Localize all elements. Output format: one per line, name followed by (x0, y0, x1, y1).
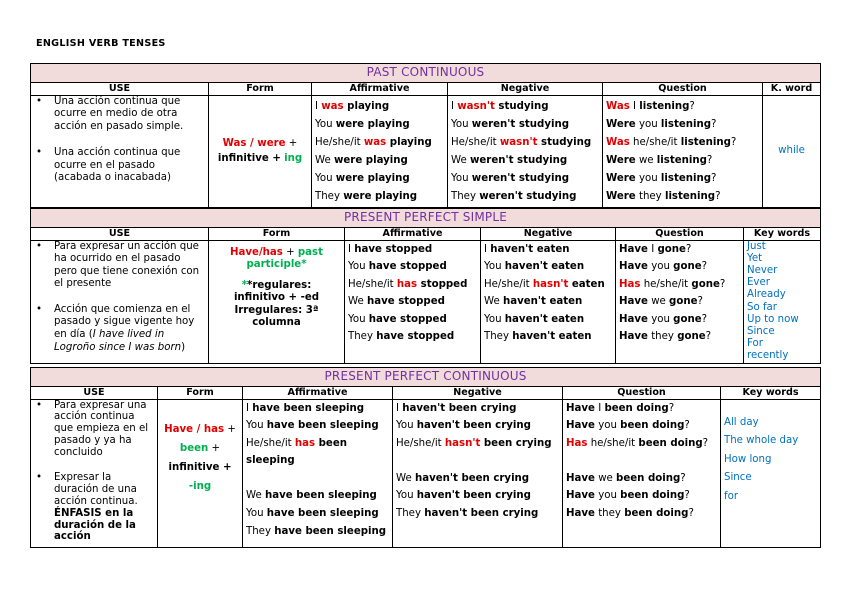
form-ing: ing (284, 153, 303, 165)
present-perfect-simple-table (30, 208, 821, 364)
auxiliary: haven't eaten (490, 243, 570, 255)
form-regulares: **regulares: (241, 279, 312, 291)
conjugation-line (246, 417, 389, 435)
question-line (566, 487, 717, 505)
subject: We (484, 296, 503, 308)
subject: They (396, 508, 425, 520)
form-ing: -ing (188, 480, 212, 492)
present-perfect-continuous-keywords (721, 399, 821, 547)
conjugation-line (396, 400, 559, 418)
conjugation-line (396, 417, 559, 435)
subject: we (647, 296, 670, 308)
auxiliary: Have (619, 296, 648, 308)
form-been: been (179, 442, 209, 454)
header-negative: Negative (481, 228, 616, 241)
conjugation-line (484, 311, 612, 329)
auxiliary: haven't been crying (416, 490, 531, 502)
use-item: • Una acción continua que ocurre en el pasado (acabada o inacabada) (34, 147, 205, 185)
verb: gone (673, 313, 702, 325)
question-line (619, 258, 740, 276)
past-continuous-title: PAST CONTINUOUS (31, 64, 821, 83)
conjugation-line (451, 98, 599, 116)
use-item: • Una acción continua que ocurre en medio de otra acción en pasado simple. (34, 96, 205, 134)
subject: We (246, 490, 265, 502)
question-mark: ? (685, 243, 692, 255)
conjugation-line (246, 470, 389, 488)
question-line (606, 170, 759, 188)
auxiliary: Was (606, 136, 630, 148)
question-mark: ? (668, 402, 675, 414)
form-plus: + (224, 423, 236, 435)
subject: We (348, 296, 367, 308)
auxiliary: Have (566, 420, 595, 432)
form-regular-rule: infinitivo + -ed (233, 292, 320, 304)
auxiliary: Has (619, 278, 641, 290)
auxiliary: was (321, 100, 344, 112)
subject: You (246, 508, 267, 520)
conjugation-line (396, 505, 559, 523)
present-perfect-simple-use (31, 240, 209, 363)
question-mark: ? (701, 313, 708, 325)
header-use: USE (31, 83, 209, 96)
subject: you (647, 313, 674, 325)
use-item (34, 304, 205, 354)
header-keywords: Key words (744, 228, 821, 241)
subject: I (396, 402, 403, 414)
keyword-item: Already (747, 289, 786, 301)
present-perfect-simple-question (616, 240, 744, 363)
auxiliary: Has (566, 437, 588, 449)
auxiliary: Were (606, 191, 636, 203)
auxiliary: have stopped (366, 296, 445, 308)
verb: gone (657, 243, 686, 255)
document-title: ENGLISH VERB TENSES (36, 38, 166, 49)
subject: I (594, 402, 605, 414)
auxiliary: has (396, 278, 418, 290)
form-past-participle: past participle* (246, 246, 323, 271)
form-plus: + (208, 442, 221, 454)
question-line (566, 417, 717, 435)
present-perfect-simple-form (209, 240, 345, 363)
verb: been doing (604, 402, 669, 414)
verb: studying (494, 100, 549, 112)
auxiliary: have been sleeping (264, 490, 377, 502)
header-use: USE (31, 228, 209, 241)
question-line (619, 276, 740, 294)
auxiliary: have been sleeping (274, 525, 387, 537)
question-line (619, 293, 740, 311)
conjugation-line (246, 523, 389, 541)
question-line (566, 435, 717, 453)
keyword-item: Since (724, 472, 752, 483)
use-text: Expresar la duración de una acción continua. (54, 472, 138, 508)
verb: been doing (616, 472, 681, 484)
question-line (606, 98, 759, 116)
subject: you (594, 420, 621, 432)
subject: I (647, 243, 658, 255)
question-mark: ? (688, 508, 694, 520)
verb: listening (656, 155, 707, 167)
question-line (606, 116, 759, 134)
conjugation-line (451, 152, 599, 170)
subject: He/she/it (315, 136, 364, 148)
auxiliary: wasn't (457, 100, 495, 112)
conjugation-line (484, 276, 612, 294)
auxiliary: have stopped (354, 243, 433, 255)
verb: sleeping (246, 455, 295, 467)
keyword-item: All day (724, 416, 759, 428)
conjugation-line (396, 435, 559, 453)
present-perfect-continuous-affirmative (243, 399, 393, 547)
auxiliary: weren't studying (469, 155, 568, 167)
present-perfect-simple-negative (481, 240, 616, 363)
auxiliary: haven't eaten (504, 261, 585, 273)
subject: I (629, 100, 640, 112)
conjugation-line (348, 241, 477, 259)
subject: You (484, 261, 505, 273)
auxiliary: haven't been crying (414, 472, 530, 484)
header-use: USE (31, 387, 158, 400)
question-line (619, 241, 740, 259)
conjugation-line (451, 170, 599, 188)
auxiliary: Was (606, 100, 630, 112)
keyword-item: Since (747, 325, 775, 337)
header-keywords: Key words (721, 387, 821, 400)
form-plus: + (285, 138, 298, 150)
auxiliary: have stopped (368, 313, 447, 325)
subject: He/she/it (484, 278, 533, 290)
verb: playing (386, 136, 432, 148)
subject: They (451, 191, 480, 203)
form-aux: Was / were (222, 138, 286, 150)
auxiliary: weren't studying (471, 173, 569, 185)
verb: stopped (417, 278, 468, 290)
past-continuous-affirmative (312, 95, 448, 207)
question-mark: ? (715, 191, 721, 203)
past-continuous-keyword (763, 95, 821, 207)
subject: You (396, 490, 417, 502)
question-line (606, 134, 759, 152)
use-item (34, 472, 154, 543)
subject: They (484, 331, 513, 343)
verb: been doing (624, 508, 689, 520)
present-perfect-continuous-table (30, 367, 821, 548)
subject: I (451, 100, 458, 112)
past-continuous-table (30, 63, 821, 208)
past-continuous-form (209, 95, 312, 207)
subject: We (396, 472, 415, 484)
keyword-item: So far (747, 301, 777, 313)
subject: we (635, 155, 657, 167)
subject: I (484, 243, 491, 255)
subject: we (594, 472, 617, 484)
auxiliary: has (294, 437, 316, 449)
form-infinitive: infinitive + (168, 461, 232, 473)
subject: You (451, 118, 472, 130)
present-perfect-continuous-form (158, 399, 243, 547)
subject: he/she/it (587, 437, 639, 449)
header-form: Form (209, 83, 312, 96)
use-example: I have lived in Logroño since I was born (54, 329, 182, 353)
verb: been crying (480, 437, 552, 449)
auxiliary: Have (566, 402, 595, 414)
conjugation-line (348, 293, 477, 311)
subject: He/she/it (246, 437, 295, 449)
conjugation-line (451, 134, 599, 152)
question-mark: ? (680, 472, 686, 484)
subject: They (246, 525, 275, 537)
verb: gone (691, 278, 720, 290)
form-infinitive: infinitive + (217, 153, 281, 165)
subject: he/she/it (640, 278, 692, 290)
auxiliary: Have (566, 490, 595, 502)
question-mark: ? (697, 296, 703, 308)
auxiliary: Have (619, 261, 648, 273)
subject: You (315, 118, 336, 130)
auxiliary: hasn't (444, 437, 481, 449)
verb: been doing (620, 420, 685, 432)
verb: listening (660, 173, 712, 185)
auxiliary: were playing (343, 191, 418, 203)
auxiliary: weren't studying (471, 118, 569, 130)
question-mark: ? (701, 261, 708, 273)
conjugation-line (246, 452, 389, 470)
conjugation-line (451, 188, 599, 206)
auxiliary: haven't eaten (504, 313, 585, 325)
present-perfect-continuous-negative (393, 399, 563, 547)
conjugation-line (315, 116, 444, 134)
conjugation-line (484, 241, 612, 259)
conjugation-line (348, 328, 477, 346)
verb: listening (680, 136, 731, 148)
subject: He/she/it (396, 437, 445, 449)
header-question: Question (616, 228, 744, 241)
conjugation-line (396, 470, 559, 488)
present-perfect-continuous-use (31, 399, 158, 547)
auxiliary: Have (619, 243, 648, 255)
question-mark: ? (711, 173, 717, 185)
keyword-item: How long (724, 453, 772, 465)
verb: gone (673, 261, 702, 273)
header-form: Form (209, 228, 345, 241)
conjugation-line (315, 134, 444, 152)
auxiliary: hasn't (532, 278, 569, 290)
header-question: Question (603, 83, 763, 96)
auxiliary: Have (619, 331, 648, 343)
subject: He/she/it (348, 278, 397, 290)
subject: You (396, 420, 417, 432)
subject: He/she/it (451, 136, 500, 148)
question-line (566, 505, 717, 523)
auxiliary: have stopped (368, 261, 447, 273)
use-example-close: ) (181, 341, 186, 353)
subject: You (451, 173, 472, 185)
verb: gone (677, 331, 706, 343)
past-continuous-question (603, 95, 763, 207)
subject: They (315, 191, 344, 203)
auxiliary: have been sleeping (266, 508, 379, 520)
subject: they (594, 508, 625, 520)
verb: been (315, 437, 348, 449)
verb: eaten (568, 278, 605, 290)
keyword-item: For (747, 338, 763, 350)
verb: listening (664, 191, 716, 203)
auxiliary: have been sleeping (266, 420, 379, 432)
conjugation-line (246, 435, 389, 453)
auxiliary: Have (566, 508, 595, 520)
auxiliary: haven't eaten (512, 331, 592, 343)
form-aux: Have / has (164, 423, 225, 435)
auxiliary: have stopped (376, 331, 455, 343)
conjugation-line (484, 258, 612, 276)
present-perfect-continuous-question (563, 399, 721, 547)
auxiliary: Were (606, 155, 636, 167)
keyword-item: Never (747, 264, 778, 276)
conjugation-line (484, 328, 612, 346)
header-negative: Negative (448, 83, 603, 96)
header-keyword: K. word (763, 83, 821, 96)
verb: gone (669, 296, 698, 308)
auxiliary: haven't been crying (424, 508, 539, 520)
conjugation-line (315, 98, 444, 116)
auxiliary: were playing (335, 118, 410, 130)
subject: he/she/it (629, 136, 681, 148)
keyword-item: Yet (747, 252, 763, 264)
subject: they (647, 331, 678, 343)
auxiliary: was (363, 136, 387, 148)
use-emphasis: ÉNFASIS en la duración de la acción (54, 507, 136, 543)
keyword-item: Up to now (747, 313, 799, 325)
conjugation-line (396, 487, 559, 505)
auxiliary: haven't been crying (416, 420, 531, 432)
verb: listening (660, 118, 712, 130)
subject: You (348, 313, 369, 325)
question-line (619, 328, 740, 346)
question-mark: ? (684, 420, 690, 432)
auxiliary: were playing (333, 155, 408, 167)
use-text: Acción que comienza en el pasado y sigue vigente hoy en día ( (54, 303, 195, 341)
header-affirmative: Affirmative (243, 387, 393, 400)
keyword-item: The whole day (724, 435, 799, 446)
question-mark: ? (689, 100, 695, 112)
header-affirmative: Affirmative (312, 83, 448, 96)
present-perfect-continuous-title: PRESENT PERFECT CONTINUOUS (31, 368, 821, 387)
conjugation-line (246, 505, 389, 523)
question-line (566, 400, 717, 418)
subject: you (647, 261, 674, 273)
subject: You (246, 420, 267, 432)
auxiliary: weren't studying (479, 191, 577, 203)
present-perfect-simple-affirmative (345, 240, 481, 363)
subject: You (315, 173, 336, 185)
keyword-item: Ever (747, 277, 770, 289)
auxiliary: were playing (335, 173, 410, 185)
auxiliary: wasn't (499, 136, 538, 148)
auxiliary: Were (606, 118, 636, 130)
subject: I (315, 100, 322, 112)
conjugation-line (315, 188, 444, 206)
verb: listening (639, 100, 690, 112)
auxiliary: Have (619, 313, 648, 325)
header-affirmative: Affirmative (345, 228, 481, 241)
subject: You (484, 313, 505, 325)
subject: I (246, 402, 253, 414)
past-continuous-use (31, 95, 209, 207)
conjugation-line (246, 400, 389, 418)
verb: been doing (638, 437, 703, 449)
auxiliary: Have (566, 472, 595, 484)
question-line (566, 470, 717, 488)
auxiliary: have been sleeping (252, 402, 365, 414)
conjugation-line (484, 293, 612, 311)
header-question: Question (563, 387, 721, 400)
present-perfect-simple-keywords (744, 240, 821, 363)
form-aux: Have/has (230, 246, 283, 258)
conjugation-line (396, 452, 559, 470)
conjugation-line (348, 258, 477, 276)
question-mark: ? (730, 136, 737, 148)
auxiliary: Were (606, 173, 636, 185)
question-line (619, 311, 740, 329)
header-form: Form (158, 387, 243, 400)
header-negative: Negative (393, 387, 563, 400)
question-mark: ? (684, 490, 690, 502)
question-mark: ? (706, 155, 713, 167)
question-line (606, 188, 759, 206)
keyword-item: for (724, 490, 739, 502)
subject: They (348, 331, 377, 343)
conjugation-line (348, 311, 477, 329)
keyword-item: recently (747, 350, 789, 362)
keyword-item: Just (747, 240, 766, 252)
conjugation-line (348, 276, 477, 294)
subject: You (348, 261, 369, 273)
question-mark: ? (705, 331, 712, 343)
auxiliary: haven't been crying (402, 402, 517, 414)
subject: I (348, 243, 355, 255)
form-irregulares: Irregulares: 3ª columna (234, 304, 319, 329)
auxiliary: haven't eaten (502, 296, 583, 308)
subject: you (635, 173, 661, 185)
form-plus: + (282, 246, 298, 258)
conjugation-line (315, 152, 444, 170)
past-continuous-negative (448, 95, 603, 207)
conjugation-line (315, 170, 444, 188)
use-item: • Para expresar una acción continua que empieza en el pasado y ya ha concluido (34, 400, 154, 459)
subject: We (451, 155, 470, 167)
verb: been doing (620, 490, 685, 502)
subject: they (635, 191, 665, 203)
present-perfect-simple-title: PRESENT PERFECT SIMPLE (31, 209, 821, 228)
verb: playing (343, 100, 390, 112)
conjugation-line (451, 116, 599, 134)
subject: you (594, 490, 621, 502)
question-line (566, 452, 717, 470)
question-mark: ? (702, 437, 709, 449)
question-mark: ? (719, 278, 726, 290)
question-mark: ? (711, 118, 717, 130)
question-line (606, 152, 759, 170)
subject: you (635, 118, 661, 130)
use-item: • Para expresar un acción que ha ocurrido en el pasado pero que tiene conexión con el presente (34, 241, 205, 291)
verb: studying (537, 136, 592, 148)
keyword-while: while (778, 145, 805, 157)
conjugation-line (246, 487, 389, 505)
subject: We (315, 155, 334, 167)
